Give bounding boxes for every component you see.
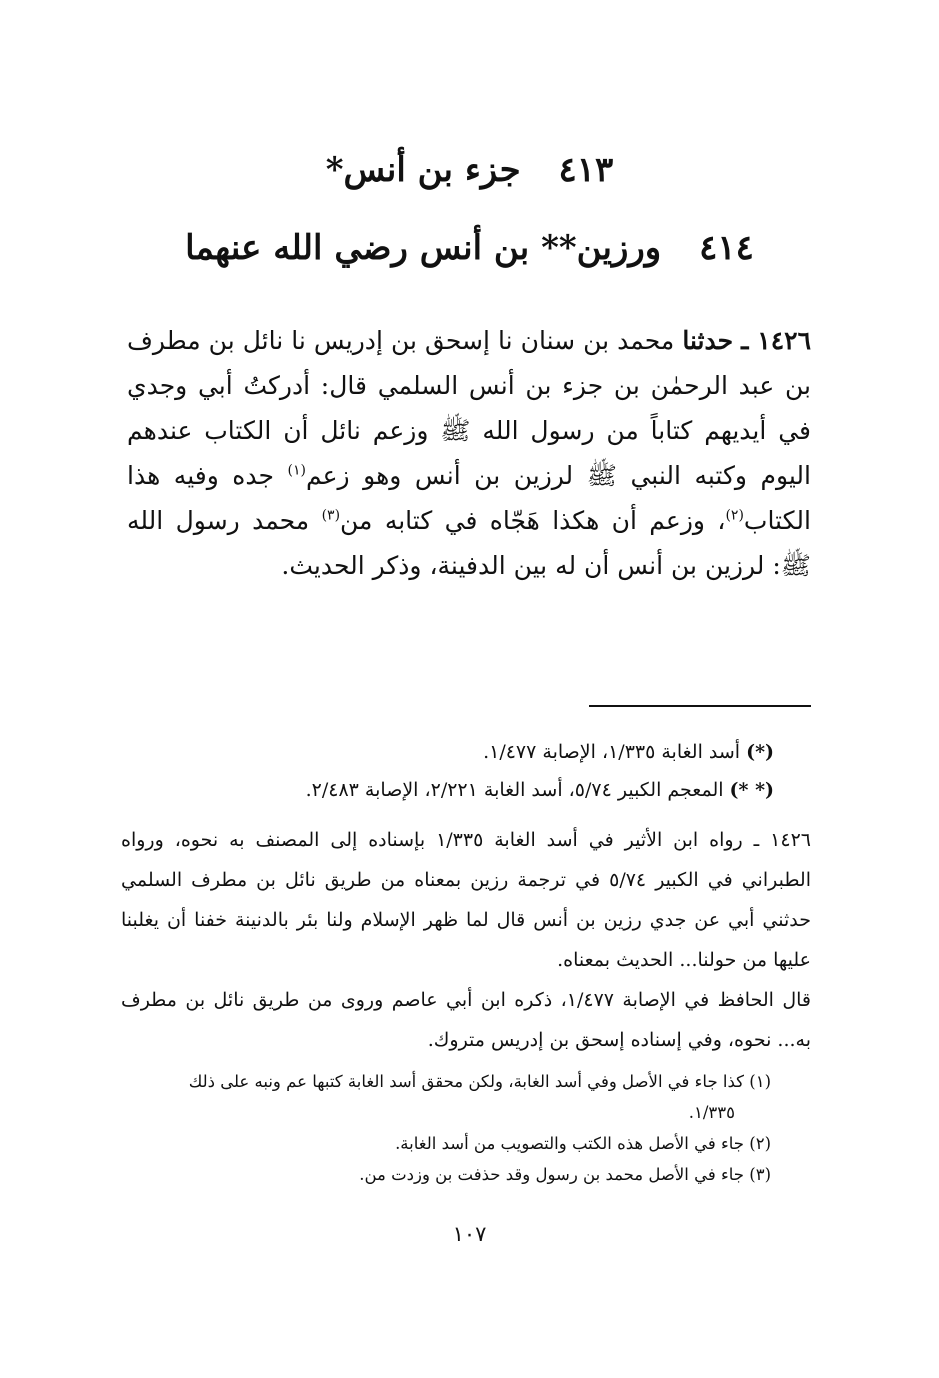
heading-number: ٤١٤	[699, 228, 754, 268]
source-line	[134, 771, 774, 809]
source-text: أسد الغابة ١/٣٣٥، الإصابة ١/٤٧٧.	[483, 741, 741, 763]
takhrij-paragraph: قال الحافظ في الإصابة ١/٤٧٧، ذكره ابن أبي عاصم وروى من طريق نائل بن مطرف به... نحوه، وفي إسناده إسحق بن إدريس متروك.	[121, 989, 811, 1051]
page-number: ١٠٧	[452, 1222, 487, 1246]
heading-title: جزء بن أنس*	[325, 150, 521, 190]
source-line	[134, 733, 774, 771]
takhrij-section	[121, 820, 811, 1060]
takhrij-paragraph: ١٤٢٦ ـ رواه ابن الأثير في أسد الغابة ١/٣٣٥ بإسناده إلى المصنف به نحوه، ورواه الطبراني في الكبير ٥/٧٤ في ترجمة رزين بمعناه من طريق نائل بن مطرف السلمي حدثني أبي عن جدي رزين بن أنس قال لما ظهر الإسلام ولنا بئر بالدنينة خفنا أن يغلبنا عليها من حولنا... الحديث بمعناه.	[121, 829, 811, 971]
hadith-text-segment: محمد بن سنان نا إسحق بن إدريس نا نائل بن مطرف بن عبد الرحمٰن بن جزء بن أنس السلمي قال: أدركتُ أبي وجدي في أيديهم كتاباً من رسول الله ﷺ وزعم نائل أن الكتاب عندهم اليوم وكتبه النبي ﷺ لرزين بن أنس وهو زعم	[127, 326, 811, 490]
hadith-text-segment: محمد رسول الله ﷺ: لرزين بن أنس أن له بين الدفينة، وذكر الحديث.	[127, 506, 811, 580]
footnote-ref-1: (١)	[287, 462, 306, 479]
footnote-1-continuation: ١/٣٣٥.	[688, 1103, 735, 1122]
source-mark: (*)	[746, 741, 774, 763]
footnotes	[121, 1066, 771, 1190]
footnote-ref-2: (٢)	[725, 507, 744, 524]
footnote-2: (٢) جاء في الأصل هذه الكتب والتصويب من أسد الغابة.	[395, 1134, 771, 1153]
source-references	[134, 733, 774, 809]
heading-number: ٤١٣	[558, 150, 614, 190]
footnote-3: (٣) جاء في الأصل محمد بن رسول وقد حذفت بن وزدت من.	[359, 1165, 771, 1184]
chapter-heading-413	[0, 150, 939, 190]
hadith-number: ١٤٢٦ ـ	[741, 326, 812, 355]
source-mark: (* *)	[729, 779, 774, 801]
footnote-1: (١) كذا جاء في الأصل وفي أسد الغابة، ولكن محقق أسد الغابة كتبها عم ونبه على ذلك	[188, 1072, 771, 1091]
hadith-text-segment: جده وفيه هذا الكتاب	[127, 461, 811, 535]
footnote-ref-3: (٣)	[321, 507, 341, 524]
hadith-lead-word: حدثنا	[682, 326, 734, 355]
source-text: المعجم الكبير ٥/٧٤، أسد الغابة ٢/٢٢١، الإصابة ٢/٤٨٣.	[305, 779, 724, 801]
chapter-heading-414	[0, 228, 939, 268]
footnote-separator	[589, 705, 811, 707]
hadith-text-segment: ، وزعم أن هكذا هَجّاه في كتابه من	[340, 506, 726, 535]
heading-title: ورزين** بن أنس رضي الله عنهما	[185, 228, 662, 268]
hadith-text	[127, 318, 811, 588]
